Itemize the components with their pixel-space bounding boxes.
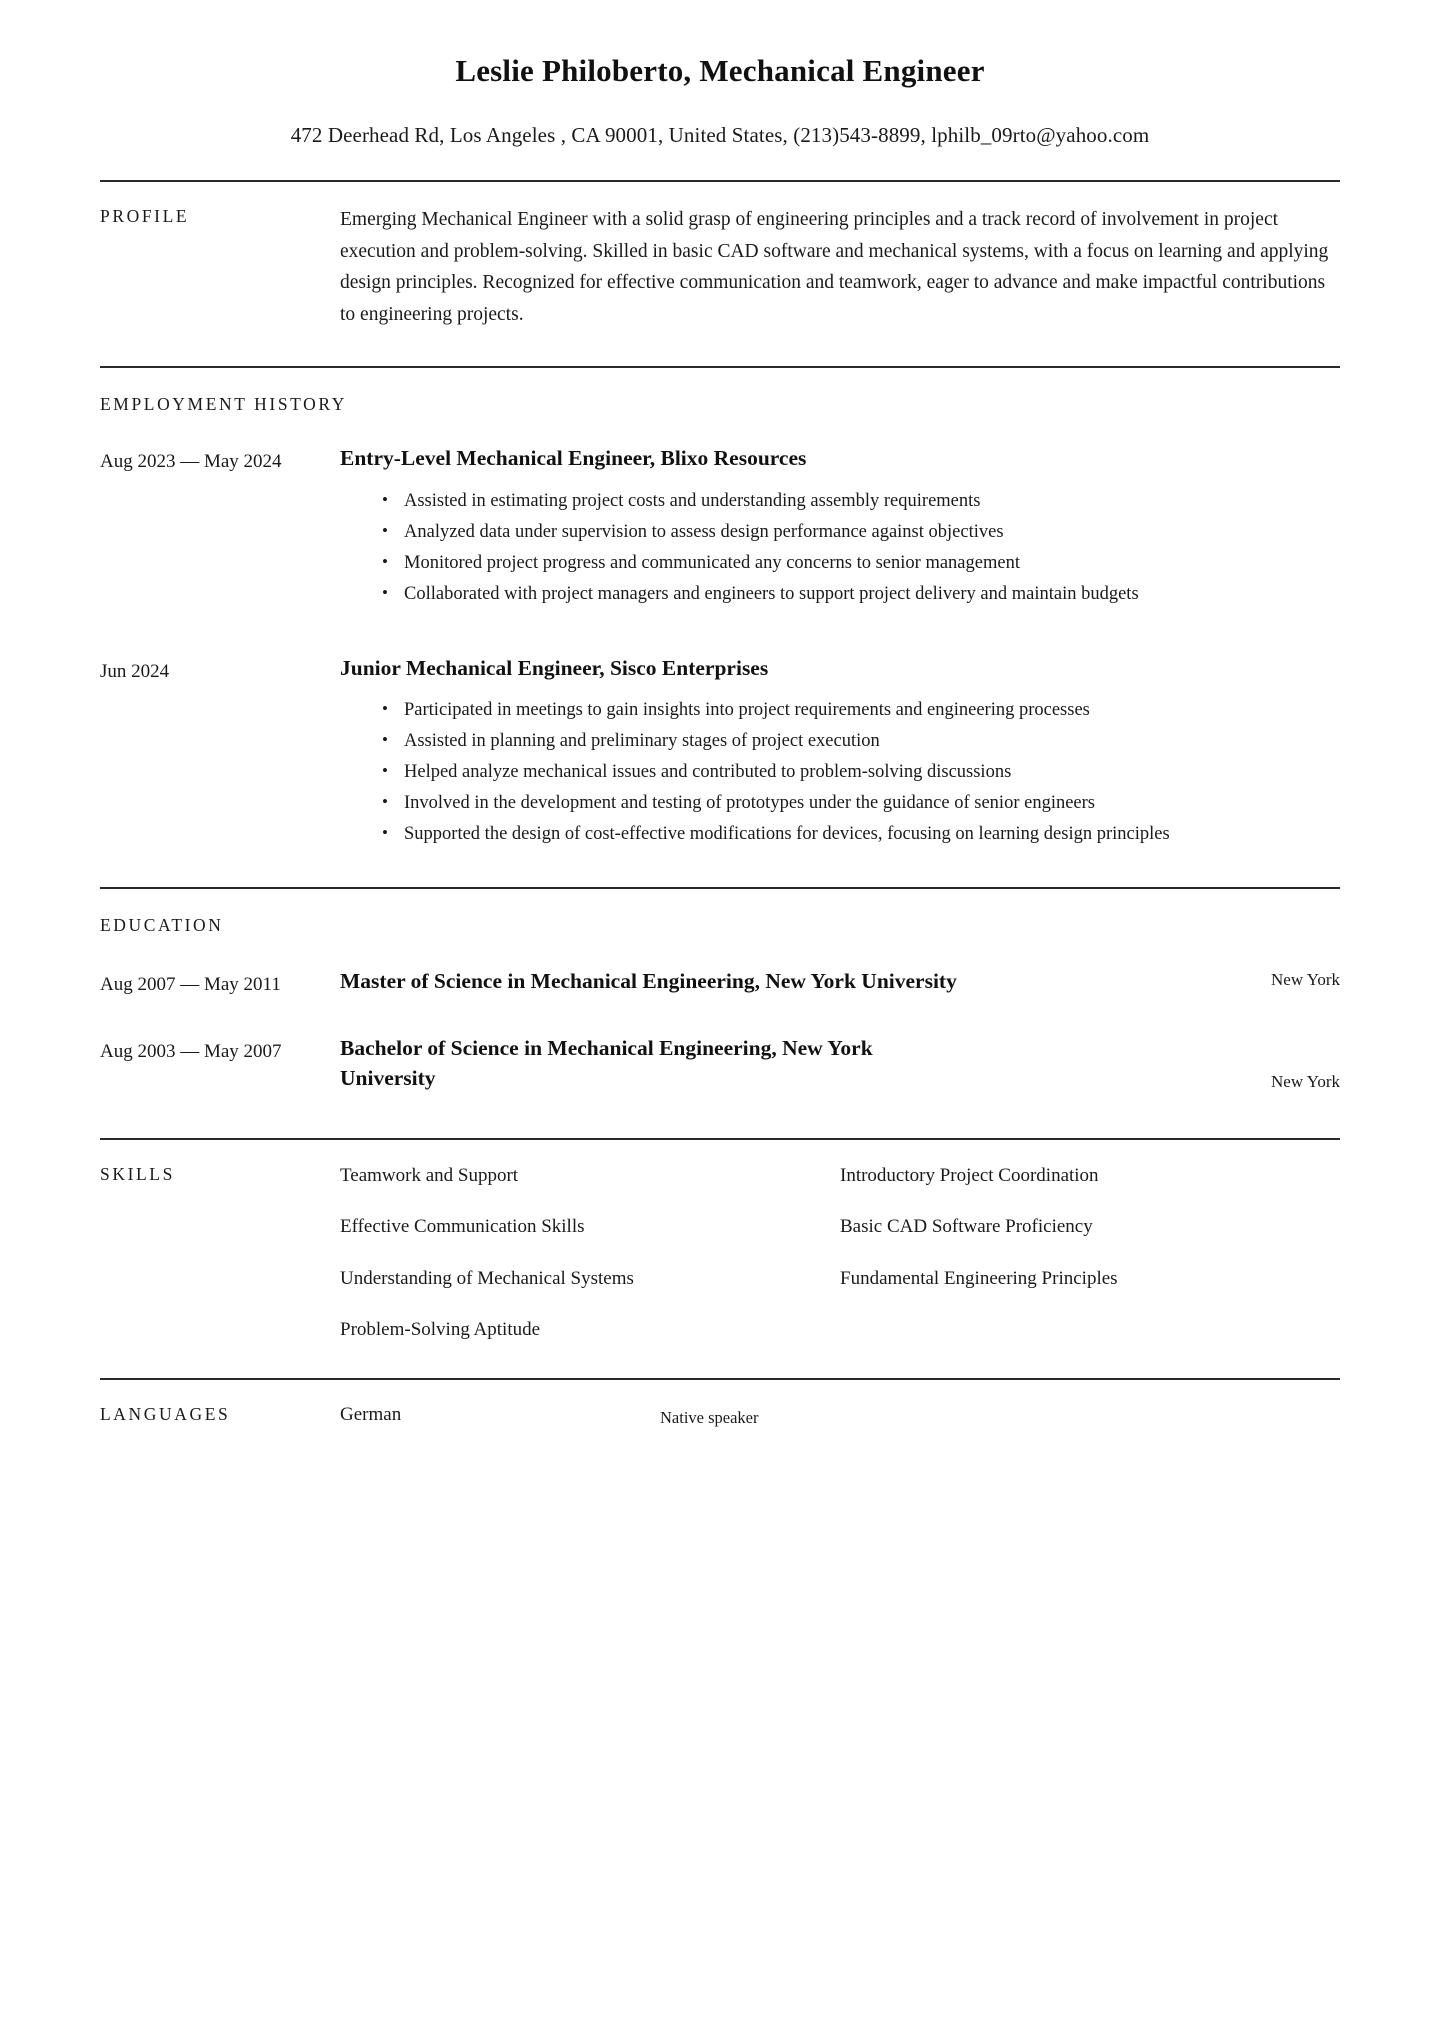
language-level: Native speaker (660, 1407, 759, 1427)
language-name: German (340, 1403, 402, 1425)
resume-header (0, 0, 1440, 150)
education-entry-date: Aug 2003 — May 2007 (100, 1040, 282, 1062)
employment-heading-row (0, 368, 1440, 415)
skills-column-right (840, 1162, 1340, 1344)
list-item: • Assisted in estimating project costs and understanding assembly requirements (382, 487, 1340, 517)
skill-item: Problem-Solving Aptitude (340, 1319, 541, 1341)
section-label-profile: PROFILE (100, 206, 190, 227)
education-entry-location: New York (1271, 1071, 1340, 1091)
employment-entry (0, 443, 1440, 610)
list-item: • Assisted in planning and preliminary stages of project execution (382, 727, 1340, 757)
list-item: • Helped analyze mechanical issues and contributed to problem-solving discussions (382, 758, 1340, 788)
list-item: • Analyzed data under supervision to assess design performance against objectives (382, 518, 1340, 548)
section-profile (0, 182, 1440, 366)
languages-content (340, 1402, 1340, 1471)
section-label-languages: LANGUAGES (100, 1403, 231, 1424)
employment-entry-bullets (340, 696, 1340, 850)
education-entry-title: Master of Science in Mechanical Engineering, New York University (340, 969, 957, 994)
section-label-skills: SKILLS (100, 1163, 175, 1184)
spacer (0, 150, 1440, 180)
education-entry-location: New York (1271, 970, 1340, 990)
employment-entry-body (340, 443, 1340, 610)
list-item: • Involved in the development and testing of prototypes under the guidance of senior engineers (382, 789, 1340, 819)
employment-entry-date: Jun 2024 (100, 660, 170, 682)
education-entry-date: Aug 2007 — May 2011 (100, 974, 281, 996)
section-languages (0, 1380, 1440, 1471)
languages-label-col (100, 1402, 340, 1425)
profile-content (340, 204, 1340, 366)
skill-item: Basic CAD Software Proficiency (840, 1216, 1093, 1238)
spacer (0, 1094, 1440, 1138)
profile-text: Emerging Mechanical Engineer with a solid grasp of engineering principles and a track record of involvement in project execution and problem-solving. Skilled in basic CAD software and mechanical systems, with a focus on learning and applying design principles. Recognized for effective communication and teamwork, eager to advance and make impactful contributions to engineering projects. (340, 209, 1329, 325)
employment-entry-title: Junior Mechanical Engineer, Sisco Enterprises (340, 655, 769, 680)
list-item: • Participated in meetings to gain insights into project requirements and engineering processes (382, 696, 1340, 726)
spacer (0, 851, 1440, 887)
skills-label-col (100, 1162, 340, 1185)
education-entry (0, 966, 1440, 999)
employment-entry-bullets (340, 487, 1340, 610)
education-entry-body (340, 1033, 1340, 1094)
employment-entry-title: Entry-Level Mechanical Engineer, Blixo Resources (340, 446, 807, 471)
employment-entry-date: Aug 2023 — May 2024 (100, 451, 282, 473)
page-title: Leslie Philoberto, Mechanical Engineer (455, 53, 985, 88)
list-item: • Collaborated with project managers and engineers to support project delivery and maintain budgets (382, 580, 1340, 610)
skill-item: Teamwork and Support (340, 1164, 519, 1186)
education-entry-body (340, 966, 1340, 997)
education-heading-row (0, 889, 1440, 936)
skills-content (340, 1162, 1340, 1378)
section-label-education: EDUCATION (100, 915, 224, 936)
skills-column-left (340, 1162, 840, 1344)
profile-label-col (100, 204, 340, 227)
employment-entry (0, 653, 1440, 851)
list-item: • Supported the design of cost-effective modifications for devices, focusing on learning design principles (382, 820, 1340, 850)
section-label-employment: EMPLOYMENT HISTORY (100, 394, 347, 415)
skill-item: Introductory Project Coordination (840, 1164, 1099, 1186)
education-entry (0, 1033, 1440, 1094)
language-row (340, 1402, 1340, 1471)
education-entry-title: Bachelor of Science in Mechanical Engineering, New York University (340, 1035, 873, 1091)
skill-item: Fundamental Engineering Principles (840, 1267, 1118, 1289)
contact-line: 472 Deerhead Rd, Los Angeles , CA 90001, United States, (213)543-8899, lphilb_09rto@yahoo.com (290, 122, 1150, 147)
list-item: • Monitored project progress and communicated any concerns to senior management (382, 549, 1340, 579)
skill-item: Effective Communication Skills (340, 1216, 585, 1238)
section-skills (0, 1140, 1440, 1378)
skill-item: Understanding of Mechanical Systems (340, 1267, 634, 1289)
employment-entry-body (340, 653, 1340, 851)
